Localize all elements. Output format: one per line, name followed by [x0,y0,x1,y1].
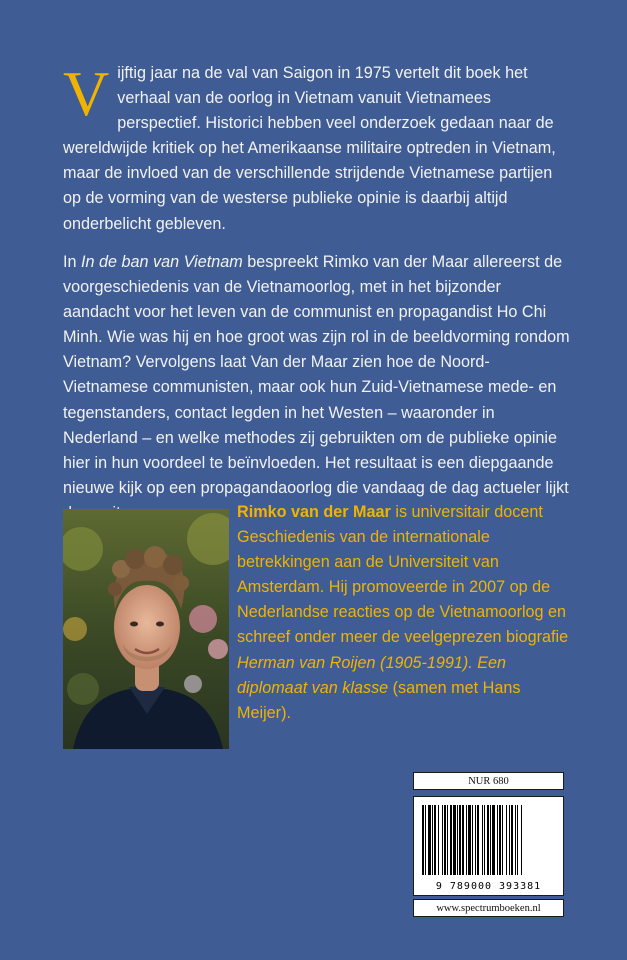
barcode-bar [438,805,439,875]
author-portrait-illustration [63,509,229,749]
barcode-bar [509,805,510,875]
barcode-bar [466,805,467,875]
barcode-bar [428,805,431,875]
book-title: In de ban van Vietnam [81,253,243,271]
blurb-paragraph-2-text: bespreekt Rimko van der Maar allereerst de voorgeschiedenis van de Vietnamoorlog, met in het bijzonder aandacht voor het leven van de communist en propagandist Ho Chi Minh. Wie was hij en hoe groot was zijn rol in de beeldvorming rondom Vietnam? Vervolgens laat Van der Maar zien hoe de Noord-Vietnamese communisten, maar ook hun Zuid-Vietnamese mede- en tegenstanders, contact legden in het Westen – waaronder in Nederland – en welke methodes zij gebruikten om de publieke opinie hier in hun voordeel te beïnvloeden. Het resultaat is een diepgaande nieuwe kijk op een propagandaoorlog die vandaag de dag actueler lijkt [63,253,570,497]
barcode-bar [459,805,461,875]
barcode-bar [475,805,476,875]
publisher-url: www.spectrumboeken.nl [413,899,564,917]
barcode-bar [453,805,456,875]
barcode-bar [457,805,458,875]
barcode-bar [497,805,498,875]
barcode-bar [502,805,503,875]
barcode-bar [442,805,443,875]
barcode-bar [472,805,473,875]
barcode-bar [484,805,485,875]
drop-cap: V [63,58,110,129]
barcode-bar [482,805,483,875]
nur-code: NUR 680 [413,772,564,790]
blurb-paragraph-1 [63,58,570,237]
barcode-bar [422,805,424,875]
barcode-bar [425,805,426,875]
barcode-bar [517,805,518,875]
author-bio-book-title: Herman van Roijen (1905-1991). Een diplomaat van klasse [237,653,507,697]
barcode-panel [413,772,564,918]
barcode-bar [487,805,489,875]
blurb-paragraph-2 [63,250,570,526]
author-bio [237,500,577,726]
barcode-bar [450,805,452,875]
barcode-bar [444,805,446,875]
barcode-bar [521,805,522,875]
author-name: Rimko van der Maar [237,503,391,521]
barcode-bar [447,805,448,875]
barcode-bar [515,805,516,875]
author-photo [63,509,229,749]
barcode-bar [499,805,501,875]
barcode-bar [434,805,436,875]
author-bio-text-2: (samen met Hans Meijer). [237,678,521,722]
author-bio-text-1: is universitair docent Geschiedenis van de internationale betrekkingen aan de Universiteit van Amsterdam. Hij promoveerde in 2007 op de Nederlandse reacties op de Vietnamoorlog en schreef onder meer de veelgeprezen biografie [237,503,569,647]
blurb-paragraph-2-intro: In [63,253,77,271]
barcode-bar [492,805,495,875]
barcode-bar [506,805,507,875]
isbn-digits: 9 789000 393381 [435,881,542,892]
barcode-bar [490,805,491,875]
barcode-bar [462,805,464,875]
barcode-bar [468,805,471,875]
barcode-bar [477,805,479,875]
barcode-bar [432,805,433,875]
barcode-bar [511,805,513,875]
blurb-paragraph-1-text: ijftig jaar na de val van Saigon in 1975 vertelt dit boek het verhaal van de oorlog in Vietnam vanuit Vietnamees perspectief. Historici hebben veel onderzoek gedaan naar de wereldwijde kritiek op het Amerikaanse militaire optreden in Vietnam, maar de invloed van de verschillende strijdende Vietnamese partijen op de vorming van de westerse publieke opinie is daarbij altijd onderbelicht gebleven. [63,64,556,233]
barcode-bars [422,805,557,875]
isbn-barcode [413,796,564,896]
